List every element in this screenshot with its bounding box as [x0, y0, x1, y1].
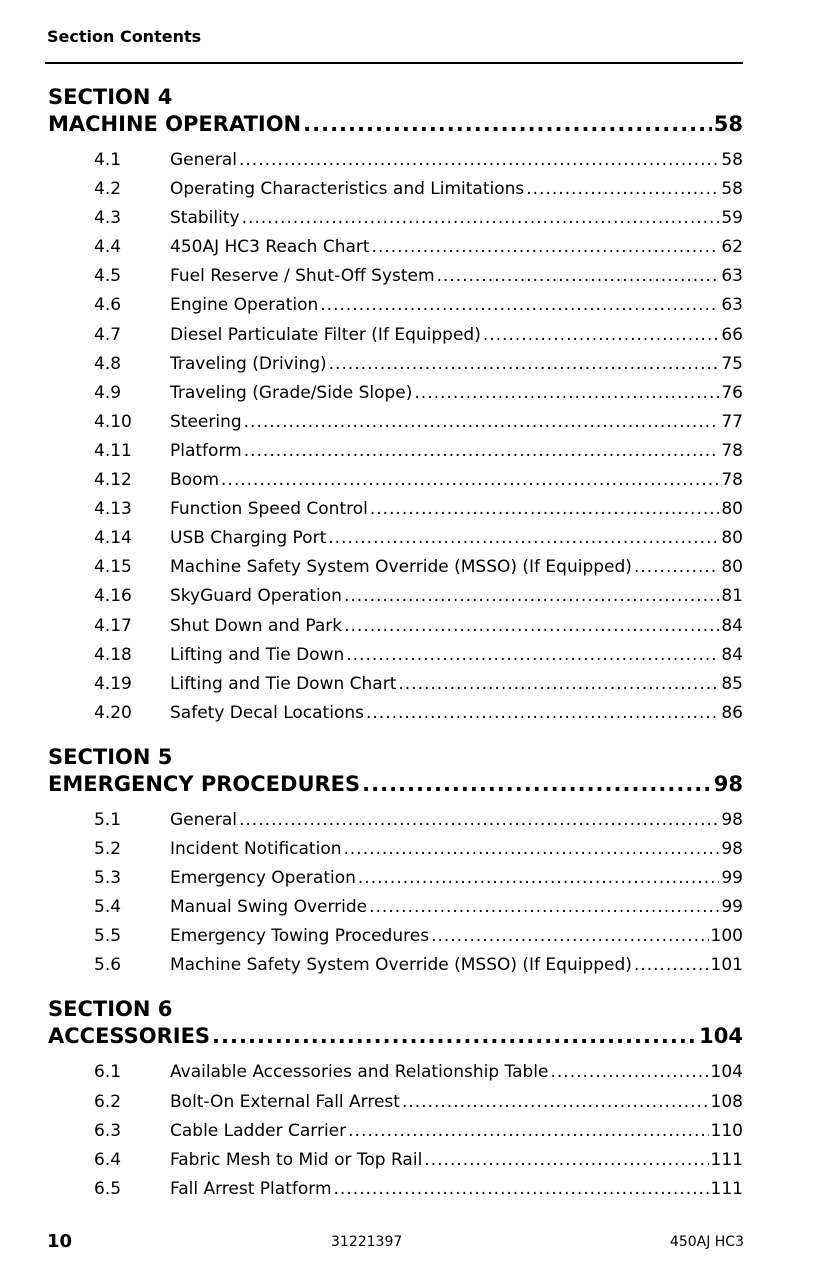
toc-entry[interactable] — [48, 1088, 743, 1117]
section-page-number: 58 — [713, 112, 743, 136]
entry-title: USB Charging Port — [170, 528, 327, 549]
entry-page-number: 108 — [710, 1091, 743, 1112]
dot-leader — [239, 146, 719, 175]
dot-leader — [431, 922, 708, 951]
entry-number: 4.11 — [94, 440, 132, 461]
toc-entry[interactable] — [48, 291, 743, 320]
entry-title: Bolt-On External Fall Arrest — [170, 1091, 400, 1112]
entry-page-number: 111 — [710, 1178, 743, 1199]
dot-leader — [344, 835, 720, 864]
toc-entry[interactable] — [48, 612, 743, 641]
entry-page-number: 58 — [721, 179, 743, 200]
entry-title: Lifting and Tie Down Chart — [170, 673, 397, 694]
entry-title: Operating Characteristics and Limitations — [170, 179, 525, 200]
entry-number: 6.5 — [94, 1178, 122, 1199]
entry-title: Machine Safety System Override (MSSO) (If Equipped) — [170, 557, 632, 578]
dot-leader — [346, 641, 719, 670]
dot-leader — [334, 1175, 709, 1204]
section-title-link[interactable] — [48, 771, 743, 798]
entry-page-number: 84 — [721, 644, 743, 665]
entry-title: Safety Decal Locations — [170, 702, 364, 723]
dot-leader — [348, 1117, 708, 1146]
entry-page-number: 80 — [721, 528, 743, 549]
entry-number: 5.5 — [94, 926, 122, 947]
toc-entry[interactable] — [48, 670, 743, 699]
section-page-number: 98 — [713, 771, 743, 796]
toc-entry[interactable] — [48, 466, 743, 495]
toc-entry[interactable] — [48, 321, 743, 350]
entry-title: Available Accessories and Relationship Table — [170, 1062, 549, 1083]
dot-leader — [344, 612, 719, 641]
dot-leader — [369, 893, 719, 922]
entry-number: 5.4 — [94, 897, 122, 918]
entry-number: 6.2 — [94, 1091, 122, 1112]
entry-number: 4.14 — [94, 528, 132, 549]
dot-leader — [551, 1058, 709, 1087]
dot-leader — [437, 262, 720, 291]
entry-title: Platform — [170, 440, 242, 461]
entry-title: Manual Swing Override — [170, 897, 368, 918]
entry-number: 4.12 — [94, 470, 132, 491]
toc-entry[interactable] — [48, 379, 743, 408]
toc-entry[interactable] — [48, 495, 743, 524]
section-title: MACHINE OPERATION — [48, 112, 302, 136]
entry-page-number: 80 — [721, 499, 743, 520]
dot-leader — [483, 321, 720, 350]
dot-leader — [328, 524, 719, 553]
toc-entry[interactable] — [48, 922, 743, 951]
section-number: SECTION 6 — [48, 997, 173, 1022]
entry-title: Machine Safety System Override (MSSO) (If Equipped) — [170, 955, 632, 976]
entry-number: 5.1 — [94, 809, 122, 830]
entry-number: 4.2 — [94, 179, 122, 200]
dot-leader — [358, 864, 719, 893]
entry-page-number: 99 — [721, 897, 743, 918]
dot-leader — [329, 350, 720, 379]
entry-title: Incident Notification — [170, 838, 342, 859]
dot-leader — [239, 806, 719, 835]
entry-title: Boom — [170, 470, 220, 491]
toc-entry[interactable] — [48, 408, 743, 437]
entry-number: 4.5 — [94, 266, 122, 287]
entry-number: 4.7 — [94, 324, 122, 345]
entry-page-number: 86 — [721, 702, 743, 723]
dot-leader — [634, 951, 709, 980]
dot-leader — [366, 699, 719, 728]
entry-page-number: 75 — [721, 353, 743, 374]
toc-entry[interactable] — [48, 864, 743, 893]
toc-entry[interactable] — [48, 893, 743, 922]
entry-page-number: 104 — [710, 1062, 743, 1083]
entry-title: Cable Ladder Carrier — [170, 1120, 347, 1141]
entry-number: 4.20 — [94, 702, 132, 723]
entry-title: General — [170, 150, 237, 170]
entry-title: Emergency Operation — [170, 868, 356, 889]
entry-title: Engine Operation — [170, 295, 319, 316]
toc-entry[interactable] — [48, 204, 743, 233]
entry-number: 4.3 — [94, 208, 122, 229]
entry-number: 6.4 — [94, 1149, 122, 1170]
toc-entry[interactable] — [48, 553, 743, 582]
toc-entry[interactable] — [48, 806, 743, 835]
toc-entry[interactable] — [48, 641, 743, 670]
entry-title: SkyGuard Operation — [170, 586, 342, 607]
entry-page-number: 101 — [710, 955, 743, 976]
entry-page-number: 100 — [710, 926, 743, 947]
entry-page-number: 80 — [721, 557, 743, 578]
entry-number: 6.1 — [94, 1062, 122, 1083]
entry-title: 450AJ HC3 Reach Chart — [170, 237, 370, 258]
entry-title: Function Speed Control — [170, 499, 368, 520]
toc-entry[interactable] — [48, 524, 743, 553]
toc-entry[interactable] — [48, 233, 743, 262]
entry-page-number: 62 — [721, 237, 743, 258]
entry-page-number: 81 — [721, 586, 743, 607]
entry-number: 4.13 — [94, 499, 132, 520]
toc-entry[interactable] — [48, 1058, 743, 1087]
entry-page-number: 66 — [721, 324, 743, 345]
dot-leader — [414, 379, 719, 408]
entry-number: 4.4 — [94, 237, 122, 258]
toc-entry[interactable] — [48, 1175, 743, 1204]
toc-entry[interactable] — [48, 146, 743, 175]
entry-number: 4.16 — [94, 586, 132, 607]
entry-title: Traveling (Grade/Side Slope) — [170, 382, 413, 403]
header-rule — [45, 62, 743, 64]
toc-section — [48, 744, 743, 981]
section-number: SECTION 4 — [48, 85, 173, 109]
page-header-title: Section Contents — [47, 27, 202, 46]
entry-title: Diesel Particulate Filter (If Equipped) — [170, 324, 481, 345]
entry-number: 4.8 — [94, 353, 122, 374]
dot-leader — [424, 1146, 708, 1175]
section-title-link[interactable] — [48, 111, 743, 138]
dot-leader — [370, 495, 720, 524]
toc-entry[interactable] — [48, 835, 743, 864]
entry-number: 5.2 — [94, 838, 122, 859]
entry-page-number: 98 — [721, 809, 743, 830]
entry-title: Traveling (Driving) — [170, 353, 327, 374]
dot-leader — [398, 670, 719, 699]
dot-leader — [242, 204, 720, 233]
entry-title: Fabric Mesh to Mid or Top Rail — [170, 1149, 423, 1170]
section-title: ACCESSORIES — [48, 1024, 211, 1049]
entry-page-number: 98 — [721, 838, 743, 859]
section-title-link[interactable] — [48, 1023, 743, 1050]
toc-entry[interactable] — [48, 1117, 743, 1146]
entry-number: 5.3 — [94, 868, 122, 889]
entry-page-number: 78 — [721, 470, 743, 491]
toc-entry[interactable] — [48, 437, 743, 466]
entry-page-number: 84 — [721, 615, 743, 636]
dot-leader — [344, 582, 719, 611]
entry-page-number: 99 — [721, 868, 743, 889]
entry-number: 4.10 — [94, 411, 132, 432]
table-of-contents — [48, 84, 743, 1220]
entry-page-number: 63 — [721, 295, 743, 316]
section-title: EMERGENCY PROCEDURES — [48, 771, 361, 796]
entry-number: 6.3 — [94, 1120, 122, 1141]
entry-number: 5.6 — [94, 955, 122, 976]
entry-title: Lifting and Tie Down — [170, 644, 345, 665]
toc-section — [48, 996, 743, 1203]
toc-entry[interactable] — [48, 262, 743, 291]
section-number: SECTION 5 — [48, 744, 173, 769]
toc-entry[interactable] — [48, 1146, 743, 1175]
dot-leader — [244, 408, 720, 437]
footer-model: 450AJ HC3 — [669, 1234, 744, 1250]
entry-page-number: 111 — [710, 1149, 743, 1170]
dot-leader — [634, 553, 719, 582]
page-footer — [0, 1231, 825, 1255]
entry-title: Emergency Towing Procedures — [170, 926, 430, 947]
entry-number: 4.9 — [94, 382, 122, 403]
entry-page-number: 59 — [721, 208, 743, 229]
toc-section — [48, 84, 743, 728]
entry-page-number: 85 — [721, 673, 743, 694]
entry-title: Steering — [170, 411, 242, 432]
entry-number: 4.6 — [94, 295, 122, 316]
entry-page-number: 78 — [721, 440, 743, 461]
section-page-number: 104 — [699, 1024, 743, 1049]
toc-entry[interactable] — [48, 951, 743, 980]
entry-page-number: 110 — [710, 1120, 743, 1141]
footer-page-number: 10 — [47, 1231, 73, 1252]
dot-leader — [402, 1088, 709, 1117]
dot-leader — [221, 466, 719, 495]
dot-leader — [212, 1023, 697, 1050]
entry-title: General — [170, 809, 237, 830]
dot-leader — [320, 291, 719, 320]
entry-number: 4.1 — [94, 150, 122, 170]
entry-title: Fall Arrest Platform — [170, 1178, 332, 1199]
entry-page-number: 58 — [721, 150, 743, 170]
dot-leader — [244, 437, 720, 466]
dot-leader — [362, 771, 712, 798]
dot-leader — [526, 175, 719, 204]
dot-leader — [303, 111, 712, 138]
entry-number: 4.19 — [94, 673, 132, 694]
toc-entry[interactable] — [48, 350, 743, 379]
entry-title: Stability — [170, 208, 240, 229]
toc-entry[interactable] — [48, 175, 743, 204]
entry-page-number: 63 — [721, 266, 743, 287]
entry-page-number: 76 — [721, 382, 743, 403]
entry-number: 4.15 — [94, 557, 132, 578]
entry-page-number: 77 — [721, 411, 743, 432]
entry-title: Shut Down and Park — [170, 615, 343, 636]
entry-title: Fuel Reserve / Shut-Off System — [170, 266, 435, 287]
toc-entry[interactable] — [48, 582, 743, 611]
footer-document-number: 31221397 — [331, 1234, 403, 1250]
toc-entry[interactable] — [48, 699, 743, 728]
entry-number: 4.18 — [94, 644, 132, 665]
entry-number: 4.17 — [94, 615, 132, 636]
dot-leader — [372, 233, 720, 262]
